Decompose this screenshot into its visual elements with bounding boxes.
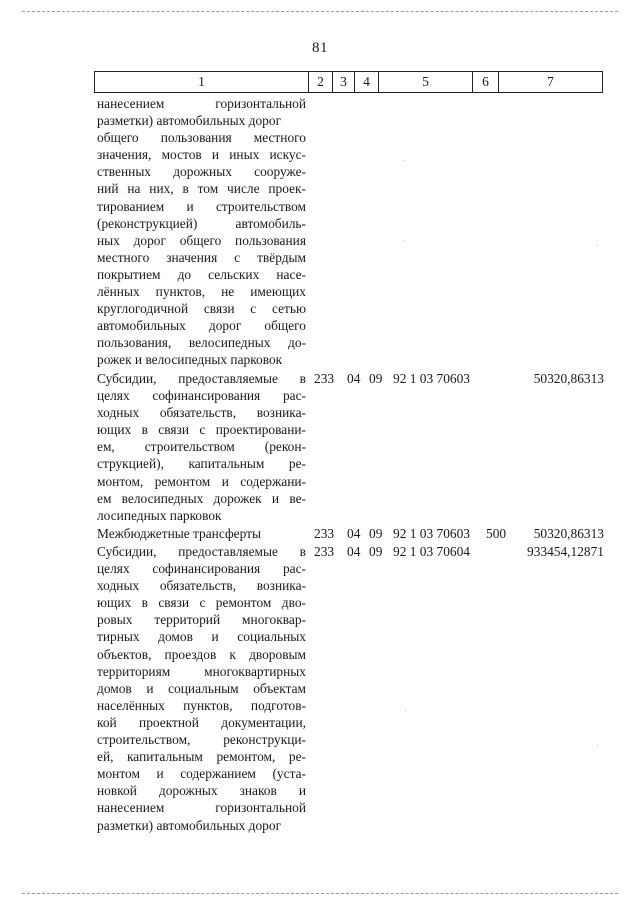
row-3-csr: 92 1 03 70604 [393,544,470,559]
description-line: Субсидии, предоставляемые в [97,371,306,386]
description-line: ных дорог общего пользования [97,232,306,248]
description-line: кой проектной документации, [97,714,306,730]
scan-speck [597,245,598,246]
top-scan-border [22,11,618,12]
description-line: ровых территорий многоквар- [97,612,306,628]
row-2-sum: 50320,86313 [533,526,604,541]
description-line: покрытием до сельских насе- [97,266,306,282]
description-line: монтом и содержанием (уста- [97,766,306,782]
description-line: значения, мостов и иных искус- [97,147,306,163]
description-line: ственных дорожных сооруже- [97,164,306,180]
row-1-csr: 92 1 03 70603 [393,371,470,386]
description-line: тированием и строительством [97,198,306,214]
description-line: ний на них, в том числе проек- [97,181,306,197]
description-line: круглогодичной связи с сетью [97,301,306,317]
description-line: домов и социальным объектам [97,680,306,696]
description-line: ем, строительством (рекон- [97,439,306,455]
page-number: 81 [312,40,328,56]
description-line: ходных обязательств, возника- [97,405,306,421]
description-line: пользования, велосипедных до- [97,335,306,351]
description-line: автомобильных дорог общего [97,318,306,334]
scan-speck [597,745,598,746]
row-1-ved: 233 [314,371,335,386]
bottom-scan-border [22,893,618,894]
header-col-7: 7 [499,72,603,93]
description-line: населённых пунктов, подготов- [97,697,306,713]
header-col-2: 2 [309,72,333,93]
description-line: объектов, проездов к дворовым [97,646,306,662]
description-line: нанесением горизонтальной [97,96,306,111]
row-3-description [97,543,306,834]
row-1-pr: 09 [369,371,383,386]
continuation-text [97,95,306,369]
row-2-vr: 500 [486,526,507,541]
header-col-3: 3 [333,72,355,93]
description-line: нанесением горизонтальной [97,800,306,816]
description-line: ющих в связи с ремонтом дво- [97,595,306,611]
row-2-description [97,525,306,542]
row-3-sum: 933454,12871 [527,544,604,559]
table-header [94,71,603,93]
description-line: разметки) автомобильных дорог [97,113,282,129]
row-3-ved: 233 [314,544,335,559]
header-col-6: 6 [473,72,499,93]
description-line: монтом, ремонтом и содержани- [97,473,306,489]
row-2-csr: 92 1 03 70603 [393,526,470,541]
description-line: целях софинансирования рас- [97,388,306,404]
row-1-sum: 50320,86313 [533,371,604,386]
description-line: строительством, реконструкци- [97,732,306,748]
header-col-5: 5 [379,72,473,93]
scan-speck [404,240,405,241]
description-line: струкцией), капитальным ре- [97,456,306,472]
description-line: Субсидии, предоставляемые в [97,544,306,559]
header-col-4: 4 [355,72,379,93]
row-3-rz: 04 [347,544,361,559]
description-line: новкой дорожных знаков и [97,783,306,799]
description-line: разметки) автомобильных дорог [97,817,282,833]
row-2-rz: 04 [347,526,361,541]
description-line: ем велосипедных дорожек и ве- [97,490,306,506]
description-line: ей, капитальным ремонтом, ре- [97,749,306,765]
scan-speck [403,160,404,161]
description-line: целях софинансирования рас- [97,561,306,577]
description-line: ходных обязательств, возника- [97,578,306,594]
row-3-pr: 09 [369,544,383,559]
description-line: лённых пунктов, не имеющих [97,284,306,300]
row-1-description [97,370,306,524]
scan-speck [405,710,406,711]
description-line: (реконструкцией) автомобиль- [97,215,306,231]
description-line: местного значения с твёрдым [97,249,306,265]
description-line: территориям многоквартирных [97,663,306,679]
description-line: рожек и велосипедных парковок [97,352,283,368]
description-line: лосипедных парковок [97,507,222,523]
row-2-pr: 09 [369,526,383,541]
row-1-rz: 04 [347,371,361,386]
row-2-ved: 233 [314,526,335,541]
description-line: ющих в связи с проектировани- [97,422,306,438]
description-line: тирных домов и социальных [97,629,306,645]
description-line: Межбюджетные трансферты [97,526,261,541]
header-col-1: 1 [95,72,309,93]
description-line: общего пользования местного [97,130,306,146]
